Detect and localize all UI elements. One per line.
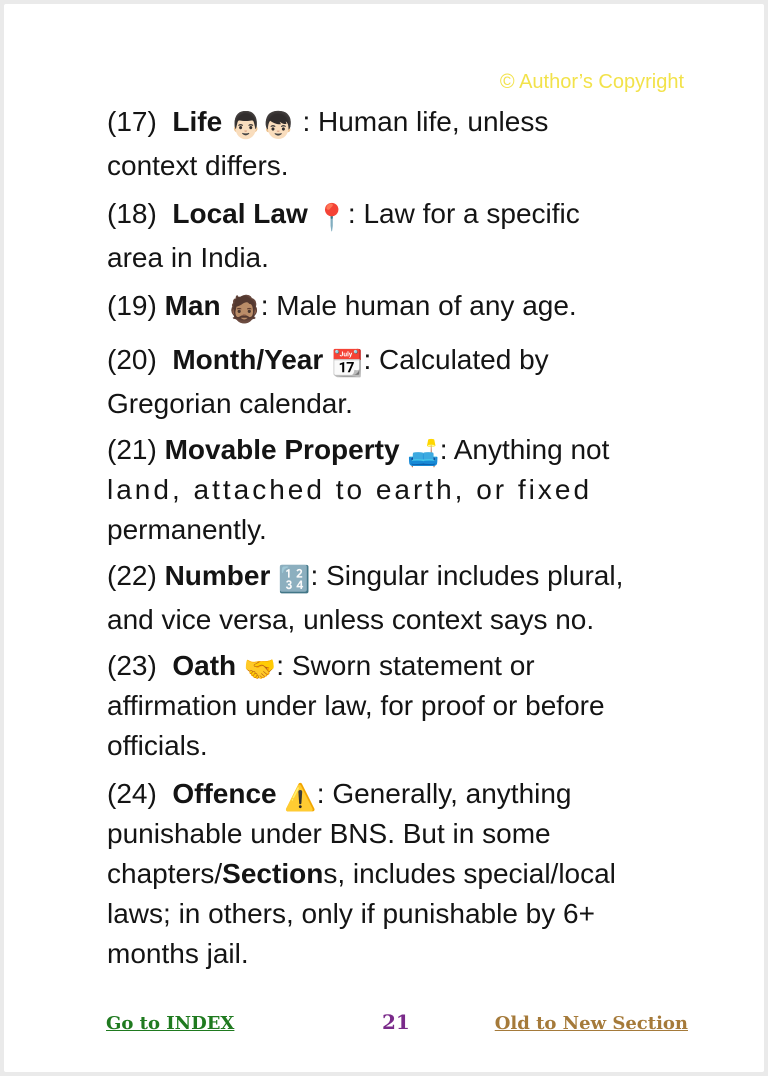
definition-text: : Sworn statement or — [276, 650, 535, 681]
page-footer — [4, 1010, 764, 1040]
warning-sign-icon: ⚠️ — [284, 783, 317, 813]
page-number: 21 — [382, 1010, 410, 1034]
entry-number: (17) — [107, 106, 157, 137]
definition-text: months jail. — [107, 938, 249, 969]
term-local-law: Local Law — [172, 198, 308, 229]
definition-text: context differs. — [107, 150, 289, 181]
term-life: Life — [172, 106, 223, 137]
term-man: Man — [164, 290, 221, 321]
definition-22 — [107, 554, 655, 642]
definition-text: : Generally, anything — [316, 778, 572, 809]
definition-text: chapters/ — [107, 858, 223, 889]
entry-number: (18) — [107, 198, 157, 229]
definition-text: : Singular includes plural, — [310, 560, 624, 591]
definition-text: : Anything not — [439, 434, 610, 465]
entry-number: (19) — [107, 290, 157, 321]
term-offence: Offence — [172, 778, 277, 809]
definition-19 — [107, 284, 655, 328]
definition-text: punishable under BNS. But in some — [107, 818, 551, 849]
definition-21 — [107, 430, 655, 550]
old-to-new-section-link[interactable]: Old to New Section — [494, 1013, 688, 1034]
definition-20 — [107, 338, 655, 426]
entry-number: (24) — [107, 778, 157, 809]
term-number: Number — [164, 560, 271, 591]
bearded-man-face-icon: 🧔🏽 — [228, 295, 261, 325]
definitions-list — [107, 100, 655, 978]
entry-number: (22) — [107, 560, 157, 591]
definition-18 — [107, 192, 655, 280]
document-page — [4, 4, 764, 1072]
man-and-boy-faces-icon: 👨🏻👦🏻 — [229, 111, 295, 141]
definition-text: permanently. — [107, 514, 267, 545]
definition-text: affirmation under law, for proof or before — [107, 690, 605, 721]
definition-text: laws; in others, only if punishable by 6+ — [107, 898, 595, 929]
term-month-year: Month/Year — [172, 344, 324, 375]
couch-icon: 🛋️ — [407, 439, 440, 469]
section-word: Section — [222, 858, 324, 889]
definition-23 — [107, 646, 655, 766]
definition-text: : Male human of any age. — [260, 290, 577, 321]
definition-text: land, attached to earth, or fixed — [107, 474, 593, 505]
definition-text: s, includes special/local — [323, 858, 616, 889]
definition-text: : Law for a specific — [347, 198, 580, 229]
term-movable-property: Movable Property — [164, 434, 400, 465]
definition-text: officials. — [107, 730, 208, 761]
entry-number: (21) — [107, 434, 157, 465]
definition-17 — [107, 100, 655, 188]
entry-number: (23) — [107, 650, 157, 681]
numbers-1234-icon: 🔢 — [278, 565, 311, 595]
definition-text: area in India. — [107, 242, 269, 273]
definition-text: : Calculated by — [363, 344, 549, 375]
definition-text: : Human life, unless — [302, 106, 549, 137]
entry-number: (20) — [107, 344, 157, 375]
handshake-icon: 🤝 — [243, 655, 277, 685]
definition-text: and vice versa, unless context says no. — [107, 604, 595, 635]
definition-24 — [107, 774, 655, 974]
location-pin-icon: 📍 — [315, 203, 348, 233]
calendar-icon: 📆 — [331, 349, 364, 379]
definition-text: Gregorian calendar. — [107, 388, 353, 419]
copyright-notice: © Author’s Copyright — [499, 71, 684, 93]
term-oath: Oath — [172, 650, 237, 681]
go-to-index-link[interactable]: Go to INDEX — [106, 1013, 235, 1034]
